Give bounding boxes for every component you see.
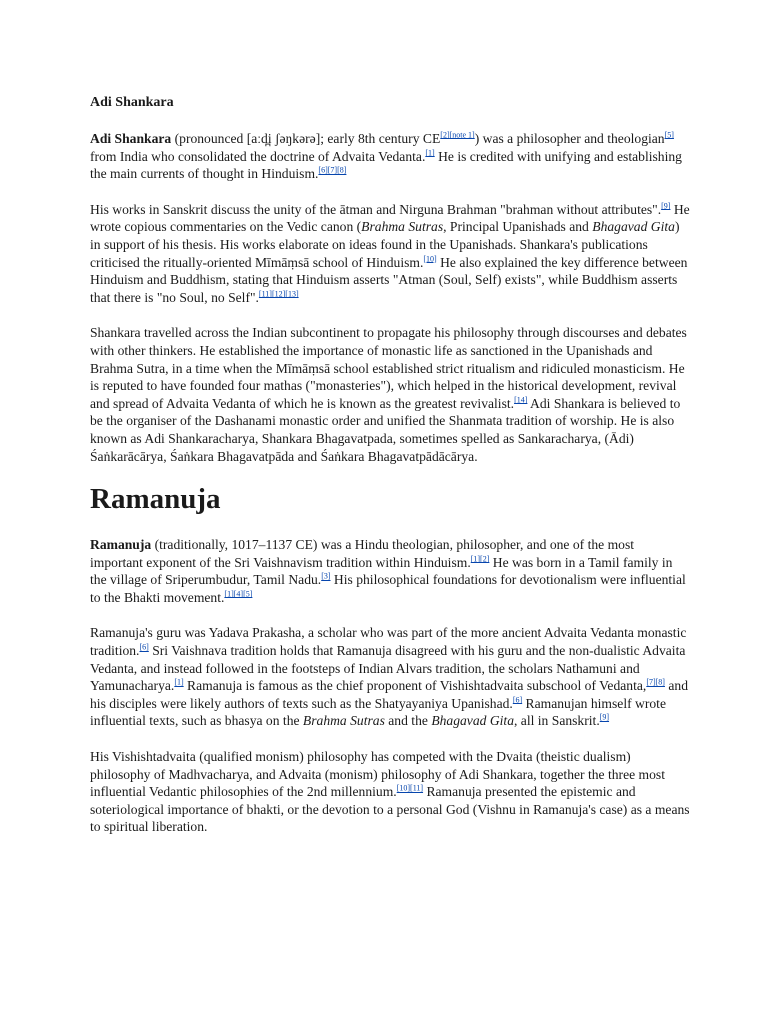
- text-run: Ramanujan himself wrote influential texts, such as bhasya on the: [90, 695, 666, 729]
- italic-title: Brahma Sutras: [361, 219, 444, 235]
- text-run: ) in support of his thesis. His works elaborate on ideas found in the Upanishads. Shankara's publications criticised the ritually-oriented Mīmāṃsā school of Hinduism.: [90, 219, 680, 270]
- citation-link[interactable]: [1][4][5]: [224, 589, 253, 599]
- text-run: He was born in a Tamil family in the village of Sriperumbudur, Tamil Nadu.: [90, 554, 673, 588]
- ramanuja-paragraph-2: [90, 624, 690, 730]
- citation-link[interactable]: [7][8]: [646, 677, 665, 687]
- italic-title: Bhagavad Gita: [431, 713, 514, 729]
- italic-title: Brahma Sutras: [302, 713, 385, 729]
- text-run: Adi Shankara is believed to be the organiser of the Dashanami monastic order and unified the Shanmata tradition of worship. He is also known as Adi Shankaracharya, Shankara Bhagavatpada, sometimes spelled as Sankaracharya, (Ādi) Śaṅkarācārya, Śaṅkara Bhagavatpāda and Śaṅkara Bhagavatpādācārya.: [90, 395, 681, 464]
- text-run: Ramanuja's guru was Yadava Prakasha, a scholar who was part of the more ancient Advaita Vedanta monastic tradition.: [90, 625, 687, 659]
- citation-link[interactable]: [3]: [321, 571, 331, 581]
- citation-link[interactable]: [9]: [661, 201, 671, 211]
- shankara-paragraph-2: [90, 201, 690, 307]
- citation-link[interactable]: [14]: [514, 395, 528, 405]
- citation-link[interactable]: [10][11]: [396, 783, 424, 793]
- citation-link[interactable]: [2]: [440, 130, 450, 140]
- text-run: ) was a philosopher and theologian: [474, 131, 665, 146]
- text-run: and the: [384, 713, 432, 729]
- text-run: Shankara travelled across the Indian subcontinent to propagate his philosophy through discourses and debates with other thinkers. He established the importance of monastic life as sanctioned in the Upanishads and Brahma Sutra, in a time when the Mīmāṃsā school established strict ritualism and ridiculed monasticism. He is reputed to have founded four mathas ("monasteries"), which helped in the historical development, revival and spread of Advaita Vedanta of which he is known as the greatest revivalist.: [90, 325, 687, 411]
- bold-term: Ramanuja: [90, 537, 152, 553]
- text-run: He also explained the key difference between Hinduism and Buddhism, stating that Hinduism asserts "Atman (Soul, Self) exists", while Buddhism asserts that there is "no Soul, no Self".: [90, 254, 688, 305]
- text-run: His works in Sanskrit discuss the unity of the ātman and Nirguna Brahman "brahman without attributes".: [90, 201, 662, 217]
- text-run: Ramanuja is famous as the chief proponent of Vishishtadvaita subschool of Vedanta,: [183, 678, 647, 694]
- italic-title: Bhagavad Gita: [592, 219, 675, 235]
- citation-link[interactable]: [6]: [512, 695, 523, 705]
- text-run: (traditionally, 1017–1137 CE) was a Hindu theologian, philosopher, and one of the most important exponent of the Sri Vaishnavism tradition within Hinduism.: [90, 537, 635, 570]
- citation-link[interactable]: [5]: [664, 130, 674, 140]
- citation-link[interactable]: [6][7][8]: [318, 165, 347, 175]
- text-run: , all in Sanskrit.: [514, 713, 600, 729]
- text-run: His philosophical foundations for devotionalism were influential to the Bhakti movement.: [90, 572, 686, 605]
- text-run: Ramanuja presented the epistemic and soteriological importance of bhakti, or the devotion to a personal God (Vishnu in Ramanuja's case) as a means to spiritual liberation.: [90, 784, 690, 835]
- section-heading-ramanuja: Ramanuja: [90, 483, 221, 516]
- text-run: He is credited with unifying and establishing the main currents of thought in Hinduism.: [90, 148, 682, 182]
- text-run: His Vishishtadvaita (qualified monism) philosophy has competed with the Dvaita (theistic dualism) philosophy of Madhvacharya, and Advaita (monism) philosophy of Adi Shankara, together the three most influential Vedantic philosophies of the 2nd millennium.: [90, 749, 665, 800]
- text-run: (pronounced [aːd̪i ʃəŋkərə]; early 8th century CE: [171, 131, 441, 146]
- ramanuja-paragraph-3: [90, 748, 690, 836]
- citation-link[interactable]: [10]: [423, 254, 437, 264]
- citation-link[interactable]: [6]: [139, 642, 149, 652]
- text-run: and his disciples were likely authors of texts such as the Shatyayaniya Upanishad.: [90, 678, 688, 711]
- text-run: Sri Vaishnava tradition holds that Ramanuja disagreed with his guru and the non-dualistic Advaita Vedanta, and instead followed in the footsteps of Indian Alvars tradition, the scholars Nathamuni and Yamunacharya.: [90, 643, 686, 694]
- document-page: [90, 95, 690, 854]
- shankara-paragraph-1: [90, 130, 690, 183]
- citation-link[interactable]: [1][2]: [470, 554, 490, 564]
- text-run: from India who consolidated the doctrine of Advaita Vedanta.: [90, 148, 426, 164]
- citation-link[interactable]: [11][12][13]: [258, 289, 299, 299]
- citation-link[interactable]: [note 1]: [449, 130, 475, 140]
- text-run: He wrote copious commentaries on the Vedic canon (: [90, 201, 690, 235]
- citation-link[interactable]: [9]: [599, 712, 610, 722]
- ramanuja-paragraph-1: [90, 536, 690, 606]
- citation-link[interactable]: [1]: [425, 148, 435, 158]
- text-run: , Principal Upanishads and: [443, 219, 593, 235]
- shankara-paragraph-3: [90, 324, 690, 465]
- document-title: Adi Shankara: [90, 95, 174, 110]
- bold-term: Adi Shankara: [90, 131, 172, 146]
- citation-link[interactable]: [1]: [174, 677, 184, 687]
